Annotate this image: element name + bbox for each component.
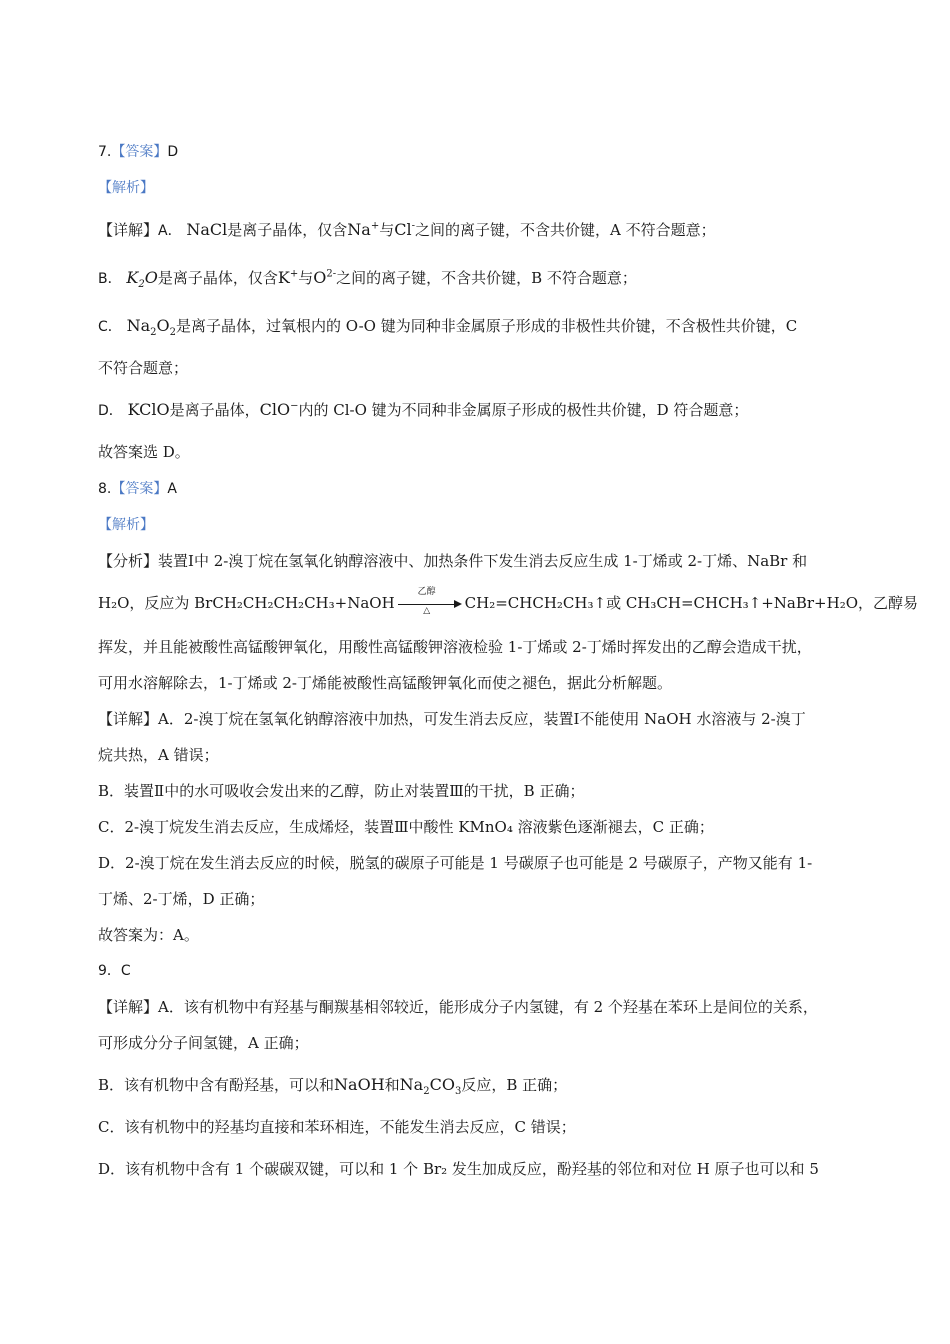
q8-answer: A xyxy=(167,481,177,497)
q9-detail-tag: 【详解】 xyxy=(98,998,159,1016)
q7-a-formula-nacl: NaCl xyxy=(186,220,228,239)
q8-fenxi-line2 xyxy=(98,587,919,616)
q9-option-a-line2: 可形成分分子间氢键，A 正确； xyxy=(98,1034,309,1052)
q8-option-c: C．2-溴丁烷发生消去反应，生成烯烃，装置Ⅲ中酸性 KMnO₄ 溶液紫色逐渐褪去，C 正确； xyxy=(98,818,714,836)
q7-option-d xyxy=(98,399,868,422)
q7-d-prefix: D． xyxy=(98,403,123,419)
q7-b-text2: 与 xyxy=(298,269,314,287)
arrow-condition-top: 乙醇 xyxy=(417,587,436,597)
q7-a-text3: 之间的离子键，不含共价键，A 不符合题意； xyxy=(415,221,716,239)
q7-d-formula-kclo: KClO xyxy=(127,400,170,419)
q7-answer-line xyxy=(98,141,868,163)
q7-a-prefix: A． xyxy=(158,223,182,239)
q7-b-formula-k: K+ xyxy=(277,268,299,287)
q8-option-b: B．装置Ⅱ中的水可吸收会发出来的乙醇，防止对装置Ⅲ的干扰，B 正确； xyxy=(98,782,585,800)
q7-c-text2: 不符合题意； xyxy=(98,359,189,377)
q7-number: 7. xyxy=(98,144,112,160)
q7-option-c xyxy=(98,315,868,338)
q7-a-formula-cl: Cl- xyxy=(394,220,415,239)
q7-b-formula-k2o: $K_2O$ xyxy=(126,268,158,291)
q8-equation-left: H₂O，反应为 BrCH₂CH₂CH₂CH₃+NaOH xyxy=(98,594,395,612)
q7-conclusion: 故答案选 D。 xyxy=(98,443,190,461)
q9-option-d-line1: D．该有机物中含有 1 个碳碳双键，可以和 1 个 Br₂ 发生加成反应，酚羟基的邻位和对位 H 原子也可以和 5 xyxy=(98,1160,819,1178)
q9-option-a-line1: 【详解】A．该有机物中有羟基与酮羰基相邻较近，能形成分子内氢键，有 2 个羟基在苯环上是间位的关系， xyxy=(98,998,818,1016)
q9-b-text2: 反应，B 正确； xyxy=(461,1076,568,1094)
q8-option-a-line1: 【详解】A．2-溴丁烷在氢氧化钠醇溶液中加热，可发生消去反应，装置Ⅰ不能使用 NaOH 水溶液与 2-溴丁 xyxy=(98,710,806,728)
q8-number: 8. xyxy=(98,481,112,497)
q7-b-prefix: B． xyxy=(98,271,122,287)
q8-detail-tag: 【详解】 xyxy=(98,710,159,728)
q9-option-c: C．该有机物中的羟基均直接和苯环相连，不能发生消去反应，C 错误； xyxy=(98,1118,576,1136)
q7-option-b xyxy=(98,267,868,290)
q8-analysis-tag: 【解析】 xyxy=(98,517,154,533)
q7-c-text1: 是离子晶体，过氧根内的 O-O 键为同种非金属原子形成的非极性共价键，不含极性共价键，C xyxy=(175,317,798,335)
q7-a-text2: 与 xyxy=(379,221,395,239)
q8-answer-tag: 【答案】 xyxy=(111,481,168,497)
q8-answer-line xyxy=(98,478,868,500)
q7-b-text1: 是离子晶体，仅含 xyxy=(157,269,278,287)
q7-b-text3: 之间的离子键，不含共价键，B 不符合题意； xyxy=(336,269,637,287)
q9-header: 9．C xyxy=(98,963,131,979)
q7-b-formula-o: $O^{2-}$ xyxy=(313,268,337,287)
q9-b-text0: B．该有机物中含有酚羟基，可以和 xyxy=(98,1076,335,1094)
q7-detail-tag: 【详解】 xyxy=(98,221,159,239)
q8-option-d-line2: 丁烯、2-丁烯，D 正确； xyxy=(98,890,265,908)
q7-a-formula-na: Na+ xyxy=(347,220,380,239)
q9-b-formula-na2co3: $Na_2CO_3$ xyxy=(399,1075,462,1098)
q7-c-prefix: C． xyxy=(98,319,122,335)
q7-analysis-tag: 【解析】 xyxy=(98,180,154,196)
q7-answer: D xyxy=(167,144,179,160)
q8-fenxi-line1: 【分析】装置Ⅰ中 2-溴丁烷在氢氧化钠醇溶液中、加热条件下发生消去反应生成 1-丁烯或 2-丁烯、NaBr 和 xyxy=(98,552,808,570)
reaction-arrow-icon xyxy=(398,587,462,616)
q8-fenxi-line4: 可用水溶解除去，1-丁烯或 2-丁烯能被酸性高锰酸钾氧化而使之褪色，据此分析解题。 xyxy=(98,674,672,692)
q9-option-b xyxy=(98,1074,868,1096)
q8-fenxi-tag: 【分析】 xyxy=(98,552,159,570)
arrow-condition-bottom: △ xyxy=(423,606,431,616)
q7-d-formula-clo: ClO− xyxy=(259,400,299,419)
q9-b-text1: 和 xyxy=(384,1076,400,1094)
q8-option-a-line2: 烷共热，A 错误； xyxy=(98,746,219,764)
q8-equation-right: CH₂=CHCH₂CH₃↑或 CH₃CH=CHCH₃↑+NaBr+H₂O，乙醇易 xyxy=(464,594,919,612)
q7-d-text1: 是离子晶体， xyxy=(169,401,260,419)
q8-fenxi-line3: 挥发，并且能被酸性高锰酸钾氧化，用酸性高锰酸钾溶液检验 1-丁烯或 2-丁烯时挥发出的乙醇会造成干扰， xyxy=(98,638,812,656)
q7-answer-tag: 【答案】 xyxy=(111,144,168,160)
q8-option-d-line1: D．2-溴丁烷在发生消去反应的时候，脱氢的碳原子可能是 1 号碳原子也可能是 2 号碳原子，产物又能有 1- xyxy=(98,854,813,872)
q9-b-formula-naoh: NaOH xyxy=(334,1075,385,1094)
q7-option-a xyxy=(98,219,868,242)
q8-conclusion: 故答案为：A。 xyxy=(98,926,199,944)
q7-c-formula-na2o2: $Na_2O_2$ xyxy=(126,316,176,339)
q7-d-text2: 内的 Cl-O 键为不同种非金属原子形成的极性共价键，D 符合题意； xyxy=(298,401,749,419)
q7-a-text1: 是离子晶体，仅含 xyxy=(227,221,348,239)
